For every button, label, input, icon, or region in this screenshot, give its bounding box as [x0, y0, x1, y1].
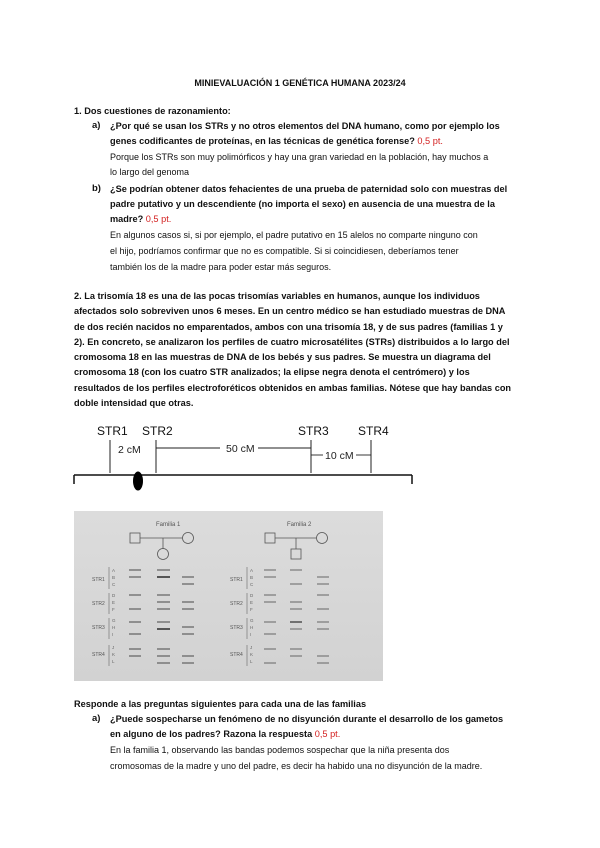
family1-father: [130, 533, 140, 543]
allele-letter: C: [250, 582, 254, 587]
q1a-points: 0,5 pt.: [417, 136, 443, 146]
q1b-points: 0,5 pt.: [145, 214, 172, 224]
q1a-answer-line2: lo largo del genoma: [110, 167, 190, 177]
q2-paragraph: [74, 289, 534, 411]
q1a-answer-line1: Porque los STRs son muy polimórficos y hay una gran variedad en la población, hay muchos a: [110, 152, 489, 162]
allele-letter: K: [250, 652, 254, 657]
family2-father: [265, 533, 275, 543]
centromere: [133, 472, 143, 491]
gel-f2-str1: STR1: [230, 577, 243, 583]
gel-f1-str3: STR3: [92, 625, 105, 631]
q1b-answer-line1: En algunos casos si, si por ejemplo, el padre putativo en 15 alelos no comparte ninguno con: [110, 230, 478, 240]
q3a-points: 0,5 pt.: [314, 729, 341, 739]
q1a-label: a): [92, 120, 101, 131]
q2-line: 2. La trisomía 18 es una de las pocas trisomías variables en humanos, aunque los individuos: [74, 291, 480, 301]
q3a-question-line1: ¿Puede sospecharse un fenómeno de no disyunción durante el desarrollo de los gametos: [110, 714, 504, 724]
q2-line: de dos recién nacidos no emparentados, ambos con una trisomía 18, y de sus padres (familias 1 y: [74, 321, 503, 332]
allele-letter: L: [112, 659, 115, 664]
str1-label: STR1: [97, 424, 128, 438]
distance-2cm: 2 cM: [118, 444, 141, 456]
family1-label: Familia 1: [156, 522, 181, 528]
q1-heading: 1. Dos cuestiones de razonamiento:: [74, 106, 231, 116]
family2-child: [291, 549, 301, 559]
gel-photo-drawing: [74, 511, 383, 681]
distance-50cm: 50 cM: [226, 443, 255, 455]
q2-line: resultados de los perfiles electroforéticos obtenidos en ambas familias. Nótese que hay bandas con: [74, 382, 512, 393]
allele-letter: F: [112, 607, 115, 612]
gel-photo: [74, 511, 383, 681]
q3a-label: a): [92, 713, 101, 724]
str2-label: STR2: [142, 424, 173, 438]
distance-10cm: 10 cM: [325, 450, 354, 462]
family1-mother: [183, 533, 194, 544]
allele-letter: E: [112, 600, 116, 605]
gel-f2-str2: STR2: [230, 601, 243, 607]
allele-letter: D: [112, 593, 116, 598]
allele-letter: J: [112, 645, 115, 650]
allele-letter: I: [250, 632, 252, 637]
str3-label: STR3: [298, 424, 329, 438]
q1b-answer-line3: también los de la madre para poder estar más seguros.: [110, 262, 332, 272]
q1b-label: b): [92, 183, 101, 194]
q1b-question-line3: [110, 212, 171, 227]
q1b-question-line3-text: madre?: [110, 214, 144, 224]
allele-letter: J: [250, 645, 253, 650]
allele-letter: D: [250, 593, 254, 598]
allele-letter: B: [250, 575, 254, 580]
q3-heading: Responde a las preguntas siguientes para cada una de las familias: [74, 699, 367, 709]
q1a-question-line1: ¿Por qué se usan los STRs y no otros elementos del DNA humano, como por ejemplo los: [110, 121, 500, 131]
q2-line: afectados solo sobreviven unos 6 meses. En un centro médico se han estudiado muestras de DNA: [74, 306, 506, 317]
allele-letter: F: [250, 607, 253, 612]
q3a-question-line2: [110, 727, 340, 742]
q2-line: cromosoma 18 (con los cuatro STR analizados; la elipse negra denota el centrómero) y los: [74, 367, 470, 378]
chromosome-diagram: [60, 415, 430, 495]
allele-letter: A: [250, 568, 254, 573]
gel-f1-str4: STR4: [92, 652, 105, 658]
q1a-question-line2-text: genes codificantes de proteínas, en las técnicas de genética forense?: [110, 136, 415, 146]
allele-letter: G: [112, 618, 116, 623]
str4-label: STR4: [358, 424, 389, 438]
gel-f2-str4: STR4: [230, 652, 243, 658]
allele-letter: L: [250, 659, 253, 664]
allele-letter: H: [250, 625, 254, 630]
q2-line: doble intensidad que otras.: [74, 398, 194, 409]
gel-f1-str2: STR2: [92, 601, 105, 607]
page-title: MINIEVALUACIÓN 1 GENÉTICA HUMANA 2023/24: [194, 78, 406, 88]
q1b-question-line1: ¿Se podrían obtener datos fehacientes de una prueba de paternidad solo con muestras del: [110, 184, 508, 194]
gel-f2-str3: STR3: [230, 625, 243, 631]
allele-letter: B: [112, 575, 116, 580]
q1a-question-line2: [110, 134, 443, 149]
q3a-question-line2-text: en alguno de los padres? Razona la respuesta: [110, 729, 313, 739]
allele-letter: C: [112, 582, 116, 587]
allele-letter: H: [112, 625, 116, 630]
allele-letter: E: [250, 600, 254, 605]
q2-line: cromosoma 18 en las muestras de DNA de los bebés y sus padres. Se muestra un diagrama del: [74, 352, 491, 363]
family2-label: Familia 2: [287, 522, 312, 528]
allele-letter: A: [112, 568, 116, 573]
allele-letter: K: [112, 652, 116, 657]
q3a-answer-line2: cromosomas de la madre y uno del padre, es decir ha habido una no disyunción de la madre.: [110, 761, 483, 771]
gel-f1-str1: STR1: [92, 577, 105, 583]
q3a-answer-line1: En la familia 1, observando las bandas podemos sospechar que la niña presenta dos: [110, 745, 450, 755]
q1b-question-line2: padre putativo y un descendiente (no importa el sexo) en ausencia de una muestra de la: [110, 199, 495, 209]
allele-letter: I: [112, 632, 114, 637]
q2-line: 2). En concreto, se analizaron los perfiles de cuatro microsatélites (STRs) distribuidos a lo largo del: [74, 336, 510, 347]
family2-mother: [317, 533, 328, 544]
q1b-answer-line2: el hijo, podríamos confirmar que no es compatible. Si si coincidiesen, deberíamos tener: [110, 246, 459, 256]
family1-child: [158, 549, 169, 560]
allele-letter: G: [250, 618, 254, 623]
